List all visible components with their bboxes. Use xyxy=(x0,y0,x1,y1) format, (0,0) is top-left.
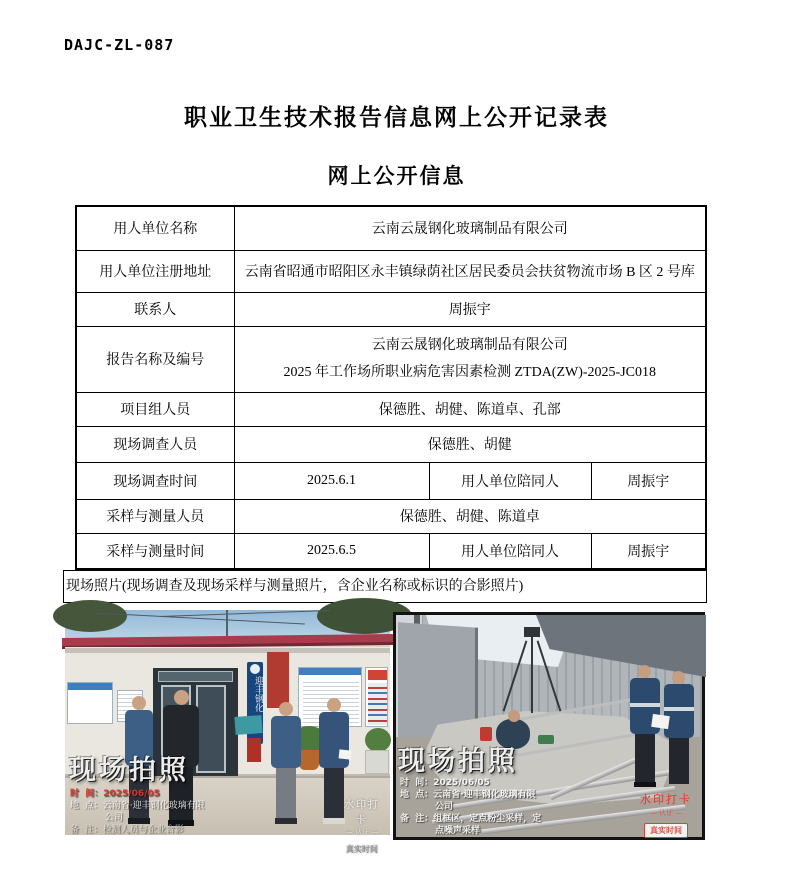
watermark-location-cont: 公司 xyxy=(435,802,454,812)
table-row xyxy=(76,326,706,392)
photo-watermark-info xyxy=(400,777,541,837)
table-row xyxy=(76,426,706,462)
photo-caption: 现场照片(现场调查及现场采样与测量照片，含企业名称或标识的合影照片) xyxy=(63,570,707,603)
row-value-sampling-staff: 保德胜、胡健、陈道卓 xyxy=(234,499,706,533)
paper-in-hand xyxy=(339,749,352,759)
person-legs xyxy=(669,738,689,784)
person-head xyxy=(327,698,341,712)
stamp-certified: — 认证 — xyxy=(649,809,683,817)
person-head xyxy=(132,696,146,710)
row-value-employer-address: 云南省昭通市昭阳区永丰镇绿荫社区居民委员会扶贫物流市场 B 区 2 号库 xyxy=(234,250,706,292)
row-value-survey-staff: 保德胜、胡健 xyxy=(234,426,706,462)
watermark-stamp xyxy=(339,796,385,857)
person-figure xyxy=(269,702,303,824)
site-photo-group xyxy=(65,610,390,854)
watermark-location-cont: 公司 xyxy=(105,813,124,823)
survey-companion-value: 周振宇 xyxy=(591,462,706,499)
poster-color-grid xyxy=(368,683,387,725)
person-legs xyxy=(276,768,296,818)
watermark-stamp xyxy=(636,791,696,838)
survey-companion-label: 用人单位陪同人 xyxy=(429,462,591,499)
door-transom-glass xyxy=(158,671,233,682)
row-label-sampling-time: 采样与测量时间 xyxy=(76,533,234,569)
tripod-leg xyxy=(531,635,533,713)
person-head xyxy=(279,702,293,716)
watermark-time: 时 间：2025/06/05 xyxy=(400,778,490,788)
utility-pole xyxy=(226,610,228,637)
poster-header xyxy=(299,668,361,675)
eave-shadow xyxy=(65,648,390,653)
sampling-companion-value: 周振宇 xyxy=(591,533,706,569)
tree-foliage xyxy=(53,600,127,632)
row-value-employer-name: 云南云晟钢化玻璃制品有限公司 xyxy=(234,206,706,250)
watermark-location: 地 点：云南省·迎丰钢化玻璃有限 xyxy=(400,790,536,800)
row-value-project-team: 保德胜、胡健、陈道卓、孔部 xyxy=(234,392,706,426)
person-legs xyxy=(635,734,655,782)
poster-header xyxy=(68,683,112,690)
sampling-photo-workshop xyxy=(393,612,705,840)
notice-board xyxy=(365,667,388,727)
table-row xyxy=(76,292,706,326)
stamp-title: 水印打卡 xyxy=(344,800,380,826)
person-head xyxy=(638,665,651,678)
sign-logo xyxy=(250,664,260,674)
reflective-stripe xyxy=(630,703,660,707)
reflective-stripe xyxy=(664,707,694,711)
row-value-survey-time: 2025.6.1 xyxy=(234,462,429,499)
report-name-line: 云南云晟钢化玻璃制品有限公司 xyxy=(371,338,568,353)
row-value-contact: 周振宇 xyxy=(234,292,706,326)
public-info-table xyxy=(75,205,707,570)
row-value-report xyxy=(234,326,706,392)
photo-watermark-title: 现场拍照 xyxy=(398,746,518,777)
person-head xyxy=(174,690,189,705)
person-jacket xyxy=(271,716,301,768)
stamp-title: 水印打卡 xyxy=(640,793,692,806)
real-time-badge: 真实时间 xyxy=(644,823,688,838)
sampler-device xyxy=(524,627,540,637)
row-label-survey-staff: 现场调查人员 xyxy=(76,426,234,462)
sampling-companion-label: 用人单位陪同人 xyxy=(429,533,591,569)
red-pillar xyxy=(267,652,289,708)
wall-poster xyxy=(67,682,113,724)
potted-plant xyxy=(365,728,391,752)
sign-text: 迎丰钢化 xyxy=(253,676,263,712)
watermark-note: 备 注：检测人员与企业合影 xyxy=(70,825,184,835)
red-cabinet xyxy=(247,738,261,762)
real-time-badge: 真实时间 xyxy=(340,842,384,857)
person-shoes xyxy=(275,818,297,824)
person-head xyxy=(672,671,685,684)
person-jacket xyxy=(664,684,694,738)
photo-watermark-title: 现场拍照 xyxy=(69,755,189,786)
watermark-location: 地 点：云南省·迎丰钢化玻璃有限 xyxy=(70,801,205,811)
table-row xyxy=(76,392,706,426)
person-shoes xyxy=(634,782,656,787)
paper-in-hand xyxy=(651,714,670,729)
table-row xyxy=(76,250,706,292)
table-row xyxy=(76,462,706,499)
table-row xyxy=(76,206,706,250)
person-figure xyxy=(662,671,696,789)
watermark-time: 时 间：2025/06/05 xyxy=(70,789,160,799)
table-row xyxy=(76,533,706,569)
person-jacket xyxy=(319,712,349,768)
teal-tarp xyxy=(234,715,262,735)
page-title: 职业卫生技术报告信息网上公开记录表 xyxy=(184,105,609,130)
watermark-note-cont: 点噪声采样 xyxy=(435,826,481,836)
stamp-certified: — 认证 — xyxy=(345,828,379,836)
green-stool xyxy=(538,735,554,744)
row-label-survey-time: 现场调查时间 xyxy=(76,462,234,499)
row-label-contact: 联系人 xyxy=(76,292,234,326)
table-row xyxy=(76,499,706,533)
photo-watermark-info xyxy=(70,788,205,836)
poster-red-header xyxy=(368,670,387,680)
row-label-sampling-staff: 采样与测量人员 xyxy=(76,499,234,533)
watermark-note: 备 注：组框区，定点粉尘采样，定 xyxy=(400,814,542,824)
white-planter xyxy=(365,750,389,774)
row-label-employer-name: 用人单位名称 xyxy=(76,206,234,250)
row-label-employer-address: 用人单位注册地址 xyxy=(76,250,234,292)
row-label-project-team: 项目组人员 xyxy=(76,392,234,426)
row-value-sampling-time: 2025.6.5 xyxy=(234,533,429,569)
report-number-line: 2025 年工作场所职业病危害因素检测 ZTDA(ZW)-2025-JC018 xyxy=(283,365,657,380)
row-label-report: 报告名称及编号 xyxy=(76,326,234,392)
crouching-worker-head xyxy=(508,710,520,722)
document-code: DAJC-ZL-087 xyxy=(64,36,175,54)
page-subtitle: 网上公开信息 xyxy=(327,164,466,188)
